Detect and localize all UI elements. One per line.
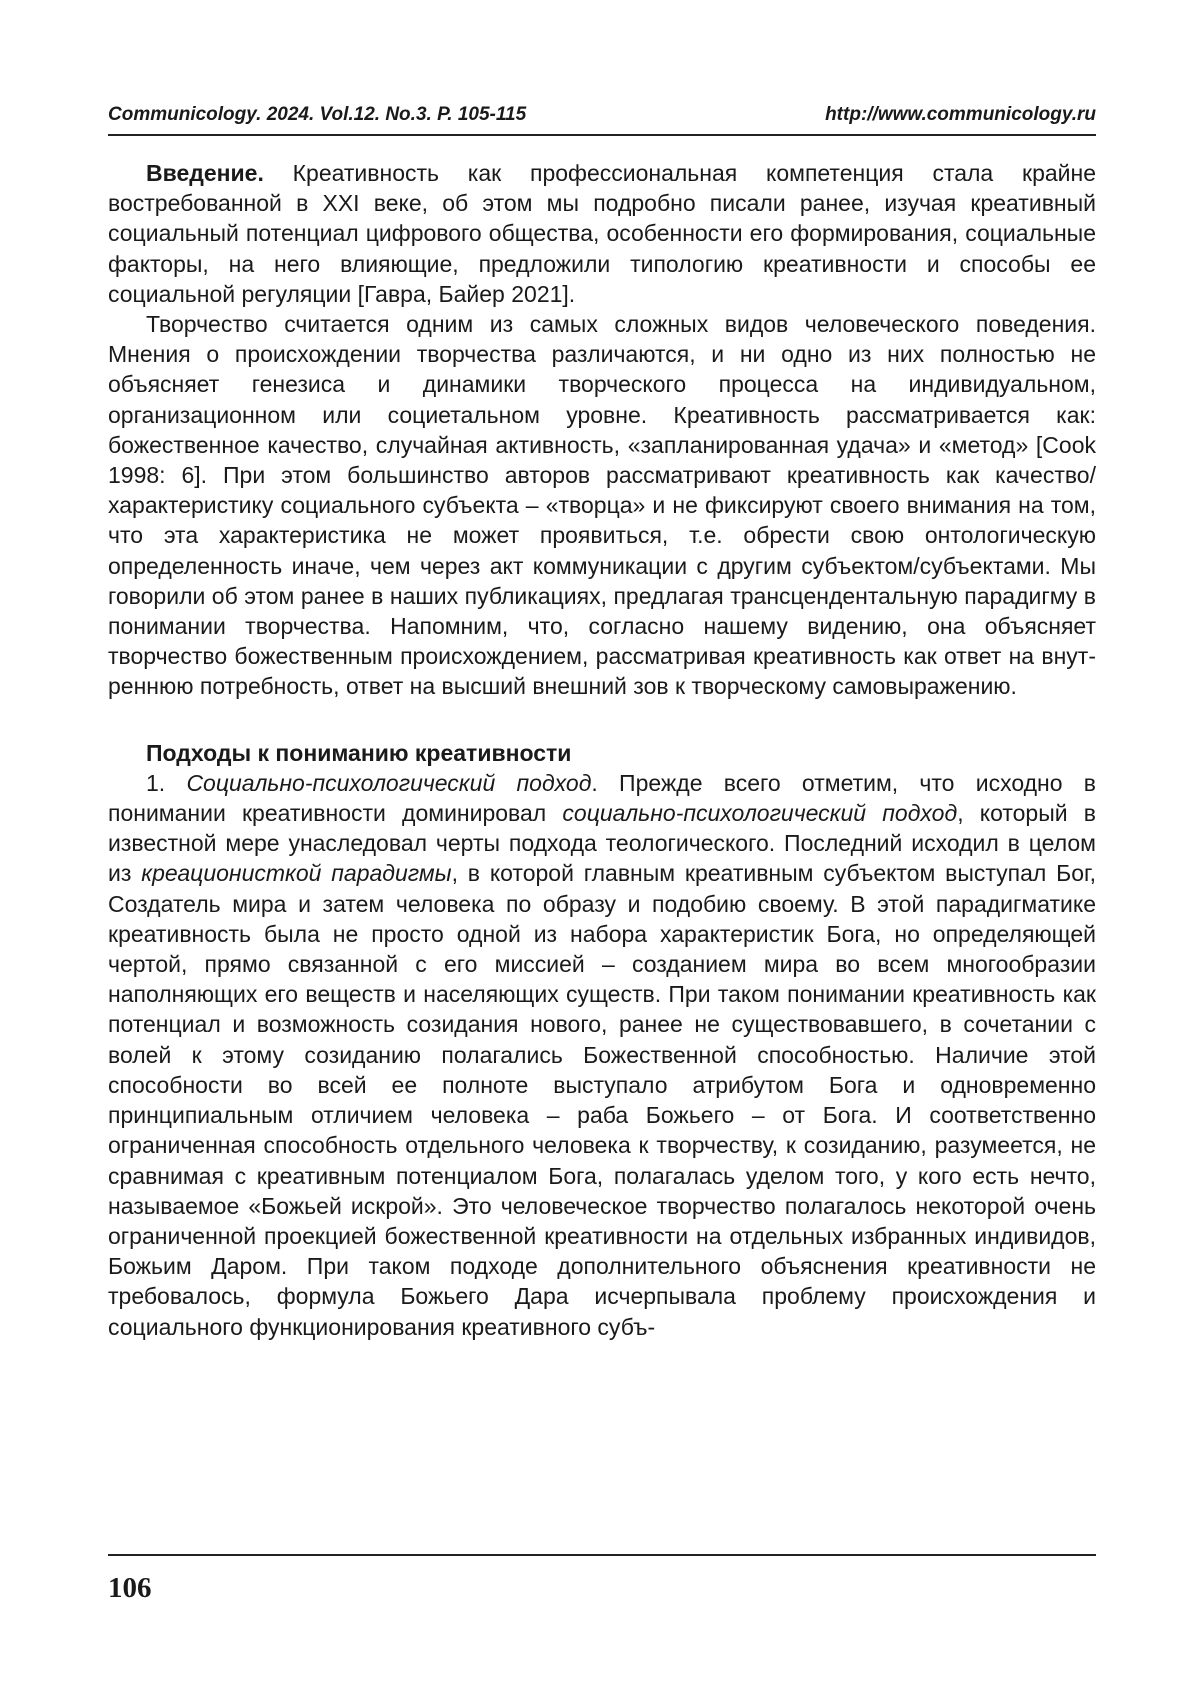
approach-term-repeat: социально-психологический подход [562,800,958,827]
running-header [108,104,1096,136]
approach-term: Социально-психологический подход [186,769,592,796]
paragraph-text-part-3: , в которой главным креативным субъектом выступал Бог, Создатель мира и затем человека по образу и подобию своему. В этой парадигматике креативность была не просто одной из набора характеристик Бога, но определяющей чертой, прямо связанной с его миссией – созданием мира во всем многообразии наполняющих его веществ и населяющих существ. При таком понимании креативность как потенциал и возможность созидания нового, ранее не существовавшего, в сочетании с волей к этому созиданию полагались Божественной способностью. Наличие этой способности во всей ее полноте выступало атрибутом Бога и одновременно принципиальным отличием человека – раба Божьего – от Бога. И соответственно ограниченная способность отдельного человека к творчеству, к созиданию, разумеется, не сравнимая с креативным потенциалом Бога, полагалась уделом того, у кого есть нечто, называемое «Божьей искрой». Это человеческое творчество полагалось некоторой очень ограниченной проекцией божественной креативности на отдельных избранных индивидов, Божьим Даром. При таком подходе дополнительного объяснения креативности не требовалось, формула Божьего Дара исчерпывала проблему происхождения и социального функционирования креативного субъ- [108,860,1096,1340]
journal-citation: Communicology. 2024. Vol.12. No.3. P. 105-115 [108,104,527,125]
paragraph-text-part-2: , который в известной мере унаследовал черты подхода теологического. Последний исходил в целом из [108,800,1096,887]
intro-paragraph [108,158,1096,309]
paragraph-socio-psychological-approach [108,768,1096,1342]
article-body [108,158,1096,1342]
intro-text: Креативность как профессиональная компетенция стала крайне востребованной в XXI веке, об этом мы подробно писали ранее, изучая креативный социальный потенциал цифрового общества, особенности его формирования, социальные факторы, на него влияющие, предложили типологию креативности и способы ее социальной регуляции [Гавра, Байер 2021]. [108,160,1096,307]
page-number: 106 [108,1572,152,1604]
journal-url: http://www.communicology.ru [825,104,1096,125]
paradigm-term: креационисткой парадигмы [141,860,452,887]
paragraph-text-part-1: . Прежде всего отметим, что исходно в понимании креативности доминировал [108,769,1096,827]
intro-lead: Введение. [146,160,264,186]
list-number: 1. [146,769,187,796]
paragraph-creativity-origins: Творчество считается одним из самых сложных видов человеческого поведения. Мнения о происхождении творчества различаются, и ни одно из них полностью не объясняет генезиса и динамики творческого процесса на индивидуальном, организационном или социетальном уровне. Креативность рассматривается как: божественное качество, случайная активность, «запланированная удача» и «метод» [Cook 1998: 6]. При этом большинство авторов рассматривают креативность как качество/характеристику социального субъекта – «творца» и не фиксируют своего внимания на том, что эта характеристика не может проявиться, т.е. обрести свою онтологическую определенность иначе, чем через акт коммуникации с другим субъектом/субъектами. Мы говорили об этом ранее в наших публикациях, предлагая трансцендентальную парадигму в понимании творчества. Напомним, что, согласно нашему видению, она объясняет творчество божественным происхождением, рассматривая креативность как ответ на внутреннюю потребность, ответ на высший внешний зов к творческому самовыражению. [108,311,1096,700]
footer-rule [108,1554,1096,1556]
section-title: Подходы к пониманию креативности [146,739,572,766]
